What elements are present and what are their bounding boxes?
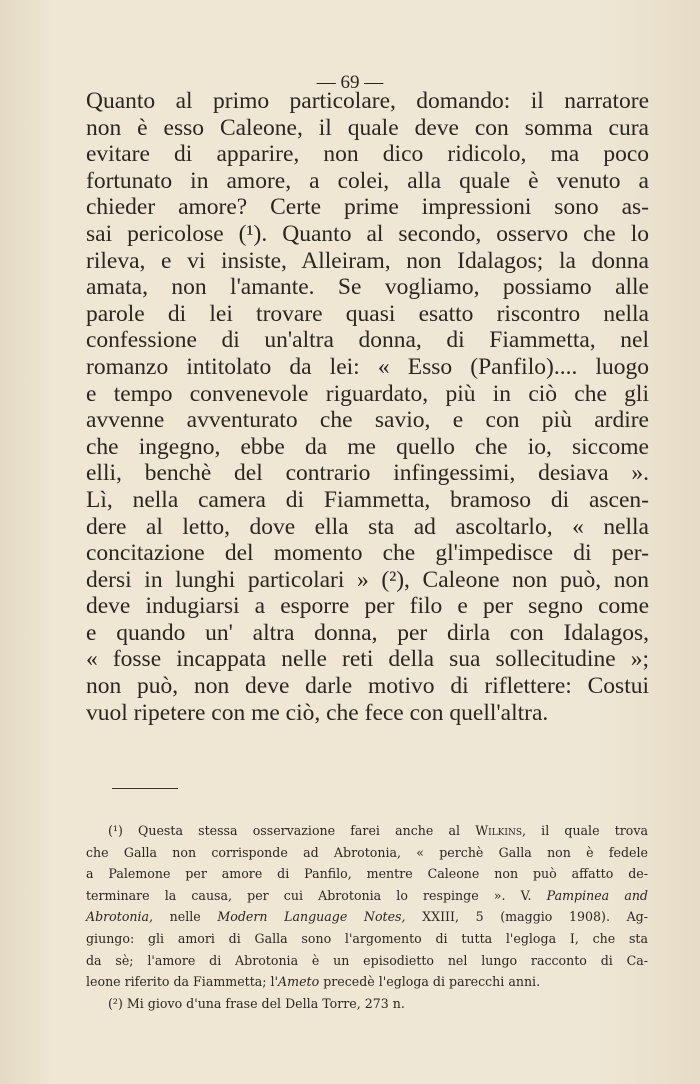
text-line: evitare di apparire, non dico ridicolo, ma poco bbox=[86, 141, 649, 168]
text-line: non è esso Caleone, il quale deve con somma cura bbox=[86, 114, 649, 141]
text-line: « fosse incappata nelle reti della sua sollecitudine »; bbox=[86, 646, 649, 673]
footnote-text: giungo: gli amori di Galla sono l'argomento di tutta l'egloga I, che sta bbox=[86, 930, 648, 946]
footnote-text: Abrotonia, bbox=[86, 909, 154, 925]
footnote-text: Wilkins bbox=[475, 823, 522, 838]
footnote-line bbox=[86, 863, 648, 885]
text-line: Lì, nella camera di Fiammetta, bramoso di ascen- bbox=[86, 486, 649, 513]
text-line: e tempo convenevole riguardato, più in ciò che gli bbox=[86, 380, 649, 407]
footnote-line bbox=[86, 906, 648, 928]
footnote-line bbox=[86, 971, 648, 993]
text-line: sai pericolose (¹). Quanto al secondo, osservo che lo bbox=[86, 220, 649, 247]
footnote-text: terminare la causa, per cui Abrotonia lo respinge ». V. bbox=[86, 887, 547, 903]
text-line: romanzo intitolato da lei: « Esso (Panfilo).... luogo bbox=[86, 353, 649, 380]
text-line: amata, non l'amante. Se vogliamo, possiamo alle bbox=[86, 274, 649, 301]
footnote-text: Pampinea and bbox=[546, 887, 648, 903]
text-line: parole di lei trovare quasi esatto riscontro nella bbox=[86, 300, 649, 327]
text-line: rileva, e vi insiste, Alleiram, non Idalagos; la donna bbox=[86, 247, 649, 274]
footnote-text: da sè; l'amore di Abrotonia è un episodietto nel lungo racconto di Ca- bbox=[86, 952, 648, 968]
footnotes bbox=[86, 820, 648, 1014]
body-text bbox=[86, 88, 649, 726]
footnote-divider bbox=[112, 788, 178, 789]
text-line: concitazione del momento che gl'impedisce di per- bbox=[86, 540, 649, 567]
footnote-text: precedè l'egloga di parecchi anni. bbox=[319, 974, 541, 990]
text-line: vuol ripetere con me ciò, che fece con quell'altra. bbox=[86, 699, 549, 726]
text-line: avvenne avventurato che savio, e con più ardire bbox=[86, 407, 649, 434]
footnote-line bbox=[86, 950, 648, 972]
page-number: — 69 — bbox=[316, 72, 384, 93]
text-line: chieder amore? Certe prime impressioni sono as- bbox=[86, 194, 649, 221]
text-line: fortunato in amore, a colei, alla quale è venuto a bbox=[86, 167, 649, 194]
footnote-text: Modern Language Notes, bbox=[217, 909, 406, 925]
footnote-text: nelle bbox=[153, 909, 218, 925]
footnote-text: (¹) Questa stessa osservazione farei anche al bbox=[108, 823, 476, 838]
text-line: non può, non deve darle motivo di riflettere: Costui bbox=[86, 673, 649, 700]
footnote-text: che Galla non corrisponde ad Abrotonia, « perchè Galla non è fedele bbox=[86, 844, 648, 860]
text-line: che ingegno, ebbe da me quello che io, siccome bbox=[86, 433, 649, 460]
footnote-line bbox=[86, 885, 648, 907]
footnote-line bbox=[86, 820, 648, 842]
text-line: e quando un' altra donna, per dirla con Idalagos, bbox=[86, 619, 649, 646]
text-line: dere al letto, dove ella sta ad ascoltarlo, « nella bbox=[86, 513, 649, 540]
footnote-text: (²) Mi giovo d'una frase del Della Torre, 273 n. bbox=[108, 995, 405, 1011]
footnote-line bbox=[86, 842, 648, 864]
text-line: confessione di un'altra donna, di Fiammetta, nel bbox=[86, 327, 649, 354]
text-line: elli, benchè del contrario infingessimi, desiava ». bbox=[86, 460, 649, 487]
footnote-text: a Palemone per amore di Panfilo, mentre Caleone non può affatto de- bbox=[86, 866, 648, 882]
footnote-text: Ameto bbox=[278, 974, 320, 990]
footnote-line bbox=[86, 928, 648, 950]
text-line: deve indugiarsi a esporre per filo e per segno come bbox=[86, 593, 649, 620]
footnote-text: , il quale trova bbox=[522, 823, 648, 838]
footnote-line bbox=[86, 993, 648, 1015]
footnote-text: leone riferito da Fiammetta; l' bbox=[86, 974, 279, 990]
footnote-text: XXIII, 5 (maggio 1908). Ag- bbox=[405, 909, 648, 925]
text-line: dersi in lunghi particolari » (²), Caleone non può, non bbox=[86, 566, 649, 593]
text-line: Quanto al primo particolare, domando: il narratore bbox=[86, 88, 649, 114]
